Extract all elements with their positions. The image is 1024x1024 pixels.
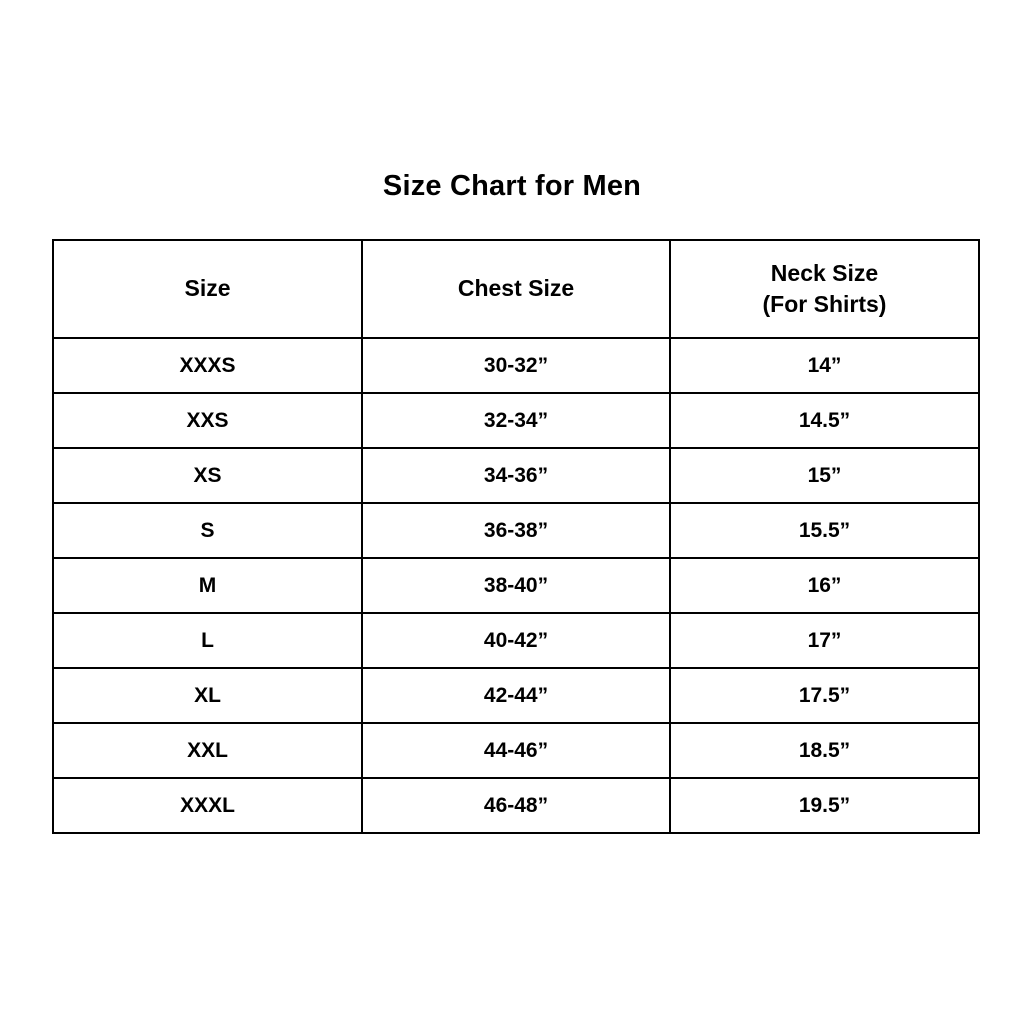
cell-size: L — [53, 613, 362, 668]
column-header-size — [53, 240, 362, 338]
cell-size: XXL — [53, 723, 362, 778]
table-row — [53, 723, 979, 778]
table-row — [53, 668, 979, 723]
table-row — [53, 448, 979, 503]
table-row — [53, 778, 979, 833]
cell-neck: 15.5” — [670, 503, 979, 558]
column-header-size-label: Size — [184, 275, 231, 302]
cell-chest: 30-32” — [362, 338, 670, 393]
cell-size: XXXS — [53, 338, 362, 393]
cell-chest: 32-34” — [362, 393, 670, 448]
cell-size: M — [53, 558, 362, 613]
column-header-chest — [362, 240, 670, 338]
cell-neck: 14.5” — [670, 393, 979, 448]
column-header-chest-label: Chest Size — [457, 275, 575, 302]
cell-neck: 17” — [670, 613, 979, 668]
page-title: Size Chart for Men — [382, 170, 642, 202]
table-row — [53, 393, 979, 448]
column-header-neck-label: Neck Size — [770, 259, 879, 286]
cell-chest: 34-36” — [362, 448, 670, 503]
size-chart-table — [52, 239, 980, 834]
table-row — [53, 338, 979, 393]
cell-chest: 36-38” — [362, 503, 670, 558]
cell-neck: 15” — [670, 448, 979, 503]
cell-neck: 16” — [670, 558, 979, 613]
cell-neck: 14” — [670, 338, 979, 393]
cell-chest: 40-42” — [362, 613, 670, 668]
cell-size: XL — [53, 668, 362, 723]
cell-chest: 46-48” — [362, 778, 670, 833]
cell-size: XS — [53, 448, 362, 503]
column-header-neck-subtitle: (For Shirts) — [762, 291, 887, 317]
cell-neck: 17.5” — [670, 668, 979, 723]
cell-neck: 19.5” — [670, 778, 979, 833]
table-header-row — [53, 240, 979, 338]
cell-chest: 42-44” — [362, 668, 670, 723]
cell-neck: 18.5” — [670, 723, 979, 778]
table-row — [53, 558, 979, 613]
cell-size: XXXL — [53, 778, 362, 833]
table-row — [53, 613, 979, 668]
column-header-neck — [670, 240, 979, 338]
cell-chest: 44-46” — [362, 723, 670, 778]
cell-size: XXS — [53, 393, 362, 448]
cell-chest: 38-40” — [362, 558, 670, 613]
cell-size: S — [53, 503, 362, 558]
table-row — [53, 503, 979, 558]
